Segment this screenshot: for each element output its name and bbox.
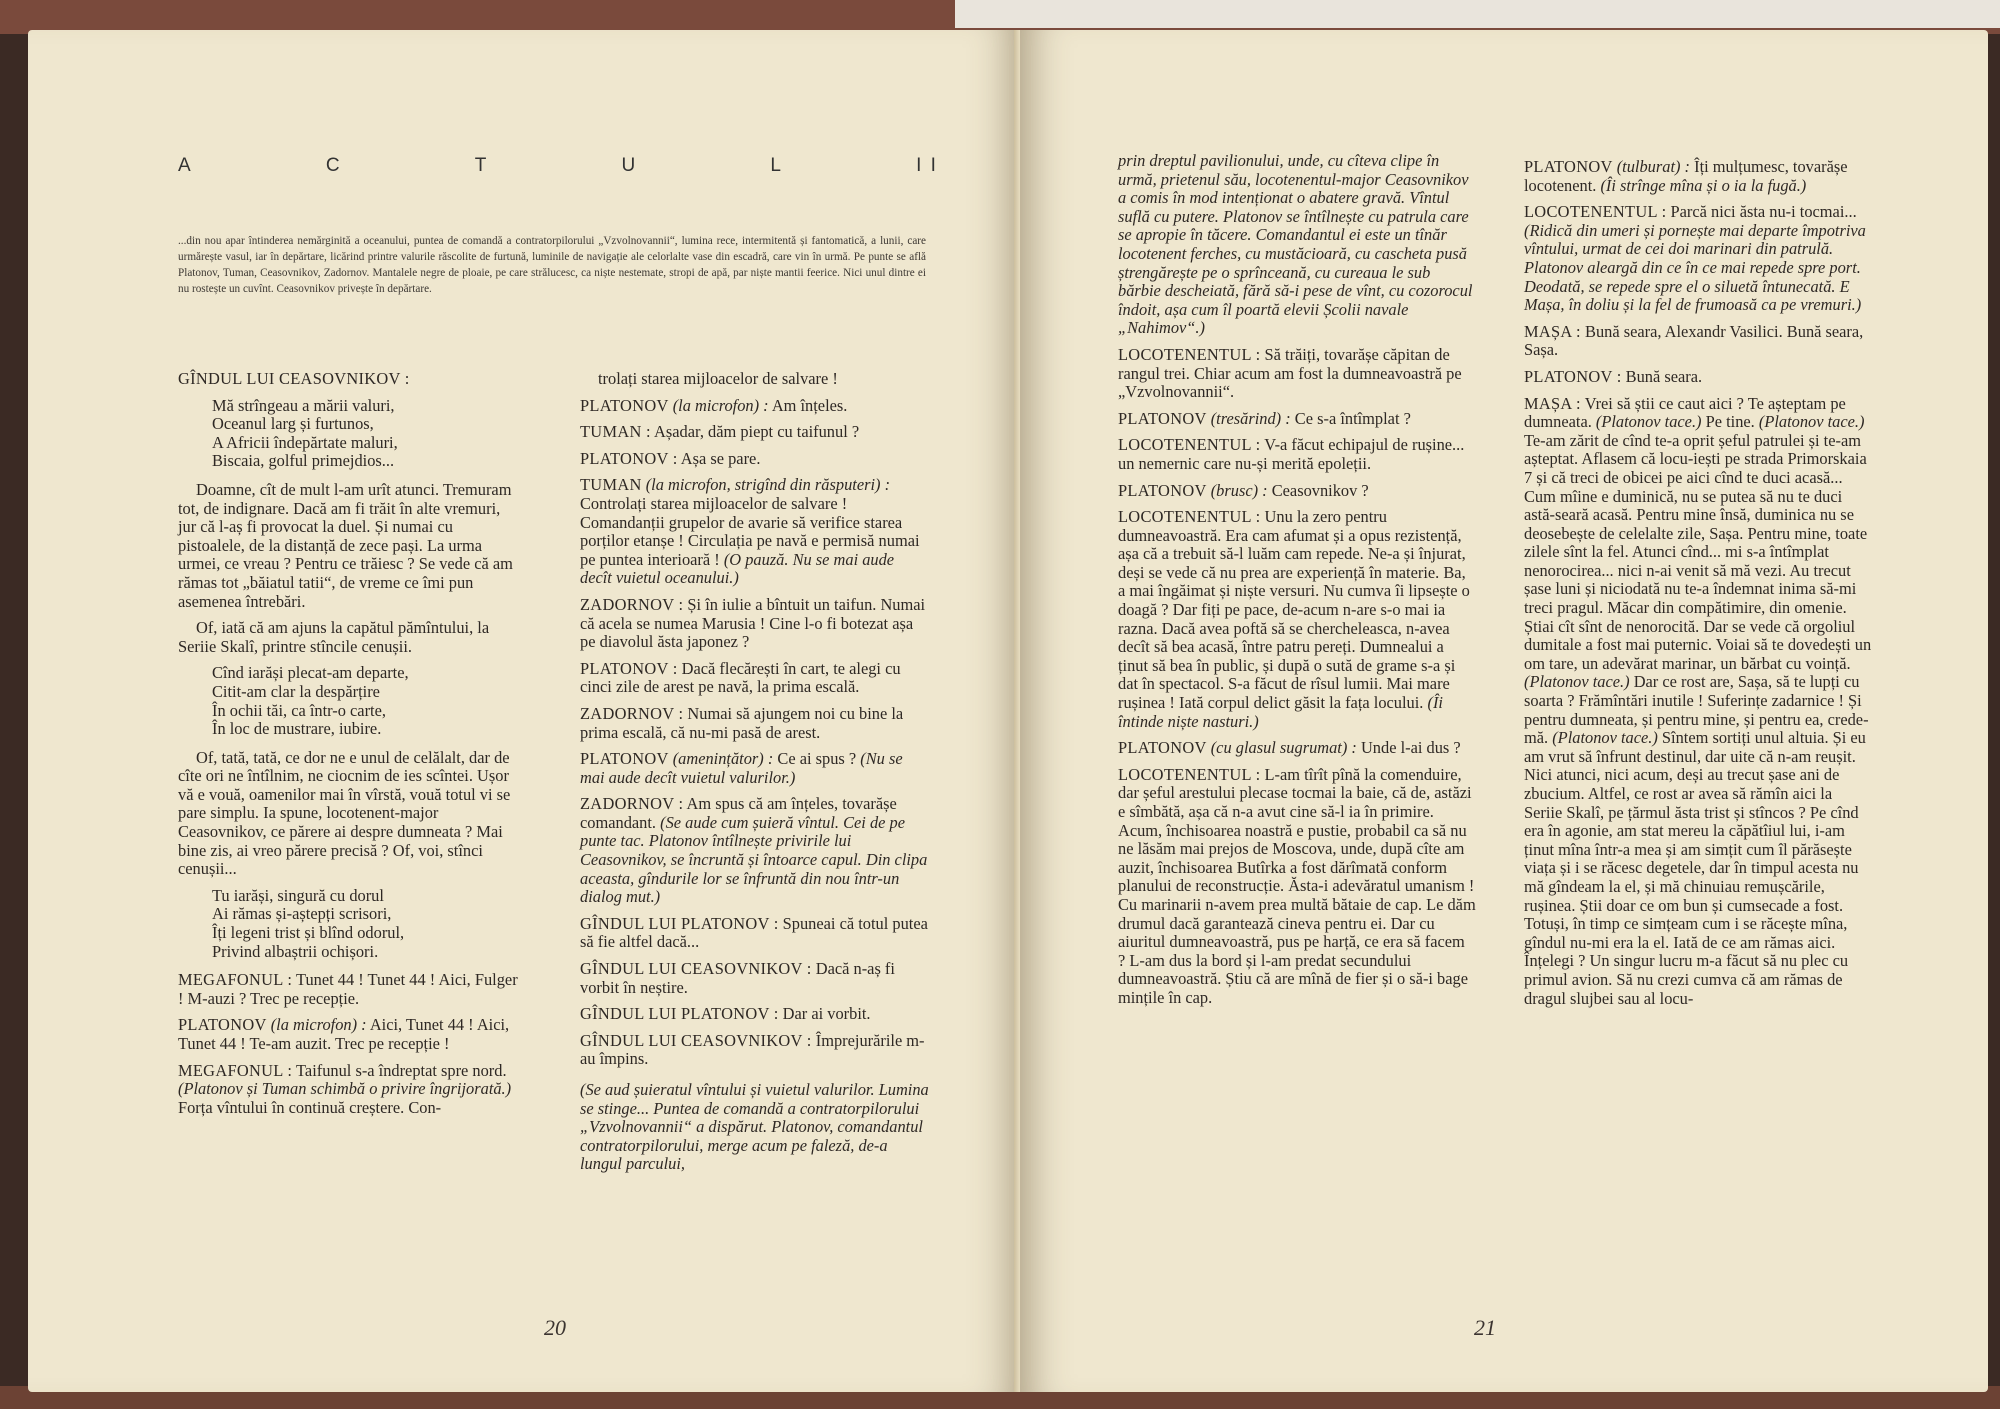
dialogue-line (178, 1062, 522, 1118)
speaker: PLATONOV (580, 395, 669, 415)
right-column-2 (1524, 158, 1874, 1016)
act-heading (178, 155, 938, 177)
dialogue-line (580, 596, 930, 652)
line-text: Pe tine. (1701, 412, 1755, 432)
verse (212, 887, 522, 961)
dialogue-line (580, 795, 930, 907)
speaker: GÎNDUL LUI CEASOVNIKOV : (580, 959, 812, 979)
dialogue-line (178, 971, 522, 1008)
paragraph: Of, tată, tată, ce dor ne e unul de celălalt, dar de cîte ori ne întîlnim, ne ciocnim de ies scîntei. Ușor vă e vouă, oamenilor mai în vîrstă, vouă totul vi se pare simplu. Ia spune, locotenent-major Ceasovnikov, ce părere ai despre dumneata ? Mai bine zis, ai vreo părere precisă ? Of, voi, stînci cenușii... (178, 747, 511, 879)
dialogue-line (1118, 482, 1476, 501)
paragraph: Doamne, cît de mult l-am urît atunci. Tremuram tot, de indignare. Dacă am fi trăit în alte vremuri, jur că l-aș fi provocat la duel. Și numai cu pistoalele, de la distanță de zece pași. La urma urmei, ce vreau ? Pentru ce trăiesc ? Se vede că am rămas tot „băiatul tatii“, de vreme ce îmi pun asemenea întrebări. (178, 479, 513, 611)
stage-direction: (la microfon, strigînd din răsputeri) : (641, 475, 891, 495)
speaker: ZADORNOV : (580, 703, 684, 723)
line-text: Tunet 44 ! Tunet 44 ! Aici, Fulger ! M-auzi ? Trec pe recepție. (178, 970, 518, 1008)
verse-line: Citit-am clar la despărțire (212, 681, 380, 701)
stage-direction: (Nu se mai aude decît vuietul valurilor.) (580, 749, 903, 787)
stage-direction: (Îi strînge mîna și o ia la fugă.) (1596, 175, 1807, 195)
dialogue-line (1524, 395, 1874, 1009)
stage-direction: (Platonov tace.) (1548, 728, 1658, 748)
dialogue-line (580, 1005, 930, 1024)
stage-direction: (O pauză. Nu se mai aude decît vuietul oceanului.) (580, 549, 895, 588)
line-text: Dar ai vorbit. (778, 1004, 871, 1024)
verse-line: Privind albaștrii ochișori. (212, 941, 379, 961)
heading-letter: U (621, 155, 638, 176)
line-text: Așadar, dăm piept cu taifunul ? (650, 422, 860, 442)
line-text: Ce s-a întîmplat ? (1290, 408, 1411, 428)
line-text: V-a făcut echipajul de rușine... un nemernic care nu-și merită epoleții. (1118, 435, 1465, 473)
stage-direction: (tresărind) : (1206, 408, 1291, 428)
speaker: GÎNDUL LUI CEASOVNIKOV : (178, 369, 410, 388)
line-text: Am spus că am înțeles, tovarășe comandant. (580, 794, 897, 832)
stage-direction: (Se aud șuieratul vîntului și vuietul valurilor. Lumina se stinge... Puntea de comandă a contratorpilorului „Vzvolnovannii“ a dispărut. Platonov, comandantul contratorpilorului, merge acum pe faleză, de-a lungul parcului, (580, 1080, 929, 1174)
heading-letter: L (770, 155, 783, 176)
dialogue-line (1118, 436, 1476, 473)
dialogue-line (1524, 368, 1874, 387)
dialogue-line (580, 660, 930, 697)
dialogue-line (1118, 410, 1476, 429)
speaker: MAȘA : (1524, 393, 1581, 413)
line-text: Forța vîntului în continuă creștere. Con- (178, 1097, 442, 1117)
line-text: Ceasovnikov ? (1267, 480, 1369, 500)
line-text: Am înțeles. (768, 395, 848, 415)
dialogue-line (1524, 158, 1874, 195)
verse (212, 664, 522, 738)
dialogue-line (580, 423, 930, 442)
stage-direction-intro: ...din nou apar întinderea nemărginită a oceanului, puntea de comandă a contratorpilorului „Vzvolnovannii“, lumina rece, intermitentă și fantomatică, a lunii, care urmărește vasul, iar în depărtare, licărind printre valurile răscolite de furtună, luminile de navigație ale celorlalte vase din escadră, care vin în urmă. Pe punte se află Platonov, Tuman, Ceasovnikov, Zadornov. Mantalele negre de ploaie, pe care strălucesc, ca niște nestemate, stropi de apă, par niște mantii feerice. Nici unul dintre ei nu rostește un cuvînt. Ceasovnikov privește în depărtare. (178, 235, 926, 295)
dialogue-line (580, 397, 930, 416)
speaker: MEGAFONUL : (178, 970, 293, 990)
verse-line: Tu iarăși, singură cu dorul (212, 885, 384, 905)
speaker: PLATONOV (1118, 408, 1207, 428)
stage-direction: (Îi întinde niște nasturi.) (1118, 693, 1443, 731)
speaker: LOCOTENENTUL : (1118, 764, 1261, 784)
dialogue-line (178, 1016, 522, 1053)
speaker: GÎNDUL LUI PLATONOV : (580, 1004, 779, 1024)
line-text: Controlați starea mijloacelor de salvare ! Comandanții grupelor de avarie să verifice starea porților etanșe ! Circulația pe navă e permisă numai pe puntea interioară ! (580, 493, 920, 569)
dialogue-line (1118, 739, 1476, 758)
dialogue-line (580, 476, 930, 588)
left-column-1 (178, 370, 522, 1125)
dialogue-line (1118, 508, 1476, 731)
dialogue-line (580, 450, 930, 469)
stage-direction: (amenințător) : (668, 749, 774, 769)
line-text: Aici, Tunet 44 ! Aici, Tunet 44 ! Te-am auzit. Trec pe recepție ! (178, 1015, 510, 1053)
line-text: Dar ce rost are, Sașa, să te lupți cu soarta ? Frămîntări inutile ! Suferințe zadarnice ! Și pentru dumneata, și pentru mine, și pentru ea, crede-mă. (1524, 672, 1869, 748)
verse-line: Cînd iarăși plecat-am departe, (212, 663, 409, 683)
stage-direction: (la microfon) : (668, 395, 769, 415)
line-text: Îți mulțumesc, tovarășe locotenent. (1524, 157, 1848, 195)
line-text: Sîntem sortiți unul altuia. Și eu am vrut să înfrunt destinul, dar uite că n-am reușit. Nici atunci, nici acum, deși au trecut șase ani de zbucium. Altfel, ce rost ar avea să rămîn aici la Seriie Skalî, pe țărmul ăsta trist și stîncos ? Pe cînd era în agonie, am stat mereu la căpătîiul lui, i-am ținut mîna într-a mea și am simțit cum îl părăsește viața și i se răcesc degetele, dar în timpul acesta nu mă gîndeam la el, și mă chinuiau remușcările, rușinea. Știi doar ce om bun și cumsecade a fost. Totuși, în timp ce simțeam cum i se răcește mîna, gîndul nu-mi era la el. Iată de ce am rămas aici. Înțelegi ? Un singur lucru m-a făcut să nu plec cu primul avion. Să nu crezi cumva că am rămas de dragul slujbei sau al locu- (1524, 728, 1866, 1008)
verse-line: În ochii tăi, ca într-o carte, (212, 700, 386, 720)
line-text: Te-am zărit de cînd te-a oprit șeful patrulei și te-am așteptat. Aflasem că locu-iești pe strada Primorskaia 7 și că treci de obicei pe aici cînd te duci acasă... Cum mîine e duminică, nu se putea să nu te duci astă-seară acasă. Pentru mine însă, duminica nu se deosebește de celelalte zile, Sașa. Pentru mine, toate zilele sînt la fel. Atunci cînd... mi s-a întîmplat nenorocirea... nici n-ai venit să mă vezi. Au trecut șase luni și niciodată nu te-a îndemnat inima să-mi treci pragul. Măcar din compătimire, din omenie. Știai cît sînt de nenorocită. Dar se vede că orgoliul dumitale a fost mai puternic. Voiai să te dovedești un om tare, un adevărat marinar, un bărbat cu voință. (1524, 430, 1872, 673)
line-text: Spuneai că totul putea să fie altfel dacă... (580, 913, 928, 952)
verse-line: Ai rămas și-aștepți scrisori, (212, 904, 392, 924)
stage-direction: (tulburat) : (1612, 157, 1691, 176)
line-text: Unde l-ai dus ? (1356, 738, 1461, 758)
dialogue-line (1118, 766, 1476, 1008)
speaker: TUMAN (580, 475, 642, 495)
line-text: Și în iulie a bîntuit un taifun. Numai că acela se numea Marusia ! Cine l-o fi botezat așa pe diavolul ăsta japonez ? (580, 594, 926, 652)
dialogue-line (580, 750, 930, 787)
heading-letter: T (474, 155, 489, 176)
speaker: TUMAN : (580, 422, 651, 442)
right-column-1 (1118, 152, 1476, 1016)
stage-direction: (Platonov tace.) (1754, 412, 1865, 432)
line-text: L-am tîrît pînă la comenduire, dar șeful arestului plecase tocmai la baie, că de, astăzi e sîmbătă, așa că n-a avut cine să-l ia în primire. Acum, închisoarea noastră e pustie, probabil ca să nu ne lăsăm mai prejos de Moscova, unde, după cîte am auzit, închisoarea Butîrka a fost dărîmată conform planului de reconstrucție. Ăsta-i adevăratul umanism ! Cu marinarii n-avem prea multă bătaie de cap. Le dăm drumul dacă garantează cineva pentru ei. Dar cu aiuritul dumneavoastră, pus pe harță, ce era să facem ? L-am dus la bord și l-am predat secundului dumneavoastră. Știu că are mînă de fier și o să-i bage mințile în cap. (1118, 764, 1476, 1007)
line-text: Dacă n-aș fi vorbit în neștire. (580, 959, 895, 997)
speaker: MAȘA : (1524, 321, 1581, 341)
line-text: Împrejurările m-au împins. (580, 1030, 925, 1069)
stage-direction: (Platonov și Tuman schimbă o privire îngrijorată.) (178, 1079, 512, 1099)
speaker: GÎNDUL LUI PLATONOV : (580, 913, 779, 933)
speaker: LOCOTENENTUL : (1118, 344, 1261, 364)
stage-direction: (Ridică din umeri și pornește mai departe împotriva vîntului, urmat de cei doi marinari din patrulă. Platonov aleargă din ce în ce mai repede spre port. Deodată, se repede spre el o siluetă întunecată. E Mașa, în doliu și la fel de frumoasă ca pe vremuri.) (1524, 220, 1866, 315)
dialogue-line (580, 915, 930, 952)
speaker: MEGAFONUL : (178, 1060, 293, 1080)
verse-line: În loc de mustrare, iubire. (212, 719, 382, 739)
verse-line: A Africii îndepărtate maluri, (212, 432, 398, 452)
line-text: Numai să ajungem noi cu bine la prima escală, că nu-mi pasă de arest. (580, 703, 904, 742)
speaker: ZADORNOV : (580, 794, 684, 814)
dialogue-line: trolați starea mijloacelor de salvare ! (598, 369, 838, 388)
line-text: Bună seara. (1621, 366, 1703, 386)
speaker: PLATONOV (1118, 480, 1207, 500)
left-column-2 (580, 370, 930, 1182)
line-text: Vrei să știi ce caut aici ? Te așteptam pe dumneata. (1524, 393, 1846, 432)
speaker: GÎNDUL LUI CEASOVNIKOV : (580, 1030, 812, 1050)
dialogue-line (1118, 346, 1476, 402)
heading-letter: C (325, 155, 342, 176)
line-text: Așa se pare. (677, 448, 761, 468)
stage-direction: (cu glasul sugrumat) : (1206, 738, 1357, 758)
verse-line: Oceanul larg și furtunos, (212, 414, 374, 434)
line-text: Ce ai spus ? (773, 749, 857, 769)
stage-direction: (Se aude cum șuieră vîntul. Cei de pe punte tac. Platonov întîlnește privirile lui Ceasovnikov, se încruntă și întoarce capul. Din clipa aceasta, gîndurile lor se înfruntă din nou într-un dialog mut.) (580, 812, 928, 907)
verse-line: Biscaia, golful primejdios... (212, 451, 395, 471)
verse-line: Mă strîngeau a mării valuri, (212, 395, 395, 415)
speaker: LOCOTENENTUL : (1118, 435, 1261, 455)
speaker: LOCOTENENTUL : (1118, 507, 1261, 527)
stage-direction: (brusc) : (1206, 480, 1268, 500)
dialogue-line (580, 1032, 930, 1069)
speaker: PLATONOV (580, 749, 669, 769)
line-text: Unu la zero pentru dumneavoastră. Era cam afumat și a opus rezistență, așa că a trebuit să-l luăm cam repede. Ne-a și înjurat, deși se vede că nu prea are experiență în materie. Ba, a mai îngăimat și niște versuri. Nu cumva îi lipsește o doagă ? Dar fiți pe pace, de-acum n-are s-o mai ia razna. Dacă avea poftă să se chercheleasca, n-avea decît să bea acasă, între patru pereți. Dumnealui a ținut să bea în public, și după o sută de grame s-a și dat în spectacol. S-a făcut de rîsul lumii. Mai mare rușinea ! Iată corpul delict găsit la fața locului. (1118, 507, 1470, 713)
dialogue-line (1524, 323, 1874, 360)
heading-letter: I I (916, 155, 938, 176)
dialogue-line (1524, 203, 1874, 315)
page-number: 20 (544, 1315, 566, 1340)
speaker: PLATONOV (178, 1015, 267, 1035)
line-text: Taifunul s-a îndreptat spre nord. (292, 1060, 507, 1080)
stage-direction: (Platonov tace.) (1524, 672, 1630, 692)
dialogue-line (580, 960, 930, 997)
line-text: Dacă flecărești în cart, te alegi cu cinci zile de arest pe navă, la prima escală. (580, 658, 901, 697)
page-number: 21 (1474, 1315, 1496, 1340)
line-text: Parcă nici ăsta nu-i tocmai... (1666, 202, 1857, 222)
line-text: Bună seara, Alexandr Vasilici. Bună seara, Sașa. (1524, 321, 1864, 360)
dialogue-line (580, 705, 930, 742)
paragraph: Of, iată că am ajuns la capătul pămîntului, la Seriie Skalî, printre stîncile cenușii. (178, 618, 490, 656)
speaker: PLATONOV : (1524, 366, 1622, 386)
stage-direction: (Platonov tace.) (1591, 412, 1702, 432)
stage-direction: prin dreptul pavilionului, unde, cu cîteva clipe în urmă, prietenul său, locotenentul-major Ceasovnikov a comis în mod intenționat o abatere gravă. Vîntul suflă cu putere. Platonov se întîlnește cu patrula care se apropie în tăcere. Comandantul ei este un tînăr locotenent ferches, cu mustăcioară, cu cascheta pusă ștrengărește pe o sprînceană, cu cureaua le sub bărbie descheiată, fără să-i pese de vînt, cu cozorocul îndoit, așa cum îl poartă elevii Școlii navale „Nahimov“.) (1118, 151, 1473, 338)
background-paper (955, 0, 2000, 28)
verse (212, 397, 522, 471)
line-text: Să trăiți, tovarășe căpitan de rangul trei. Chiar acum am fost la dumneavoastră pe „Vzvolnovannii“. (1118, 344, 1462, 402)
speaker: PLATONOV (1118, 738, 1207, 758)
speaker: PLATONOV : (580, 448, 678, 468)
verse-line: Îți legeni trist și blînd odorul, (212, 923, 405, 943)
heading-letter: A (178, 155, 193, 176)
speaker: PLATONOV : (580, 658, 678, 678)
speaker: PLATONOV (1524, 157, 1613, 176)
speaker: ZADORNOV : (580, 594, 684, 614)
speaker: LOCOTENENTUL : (1524, 202, 1667, 222)
stage-direction: (la microfon) : (266, 1015, 367, 1035)
